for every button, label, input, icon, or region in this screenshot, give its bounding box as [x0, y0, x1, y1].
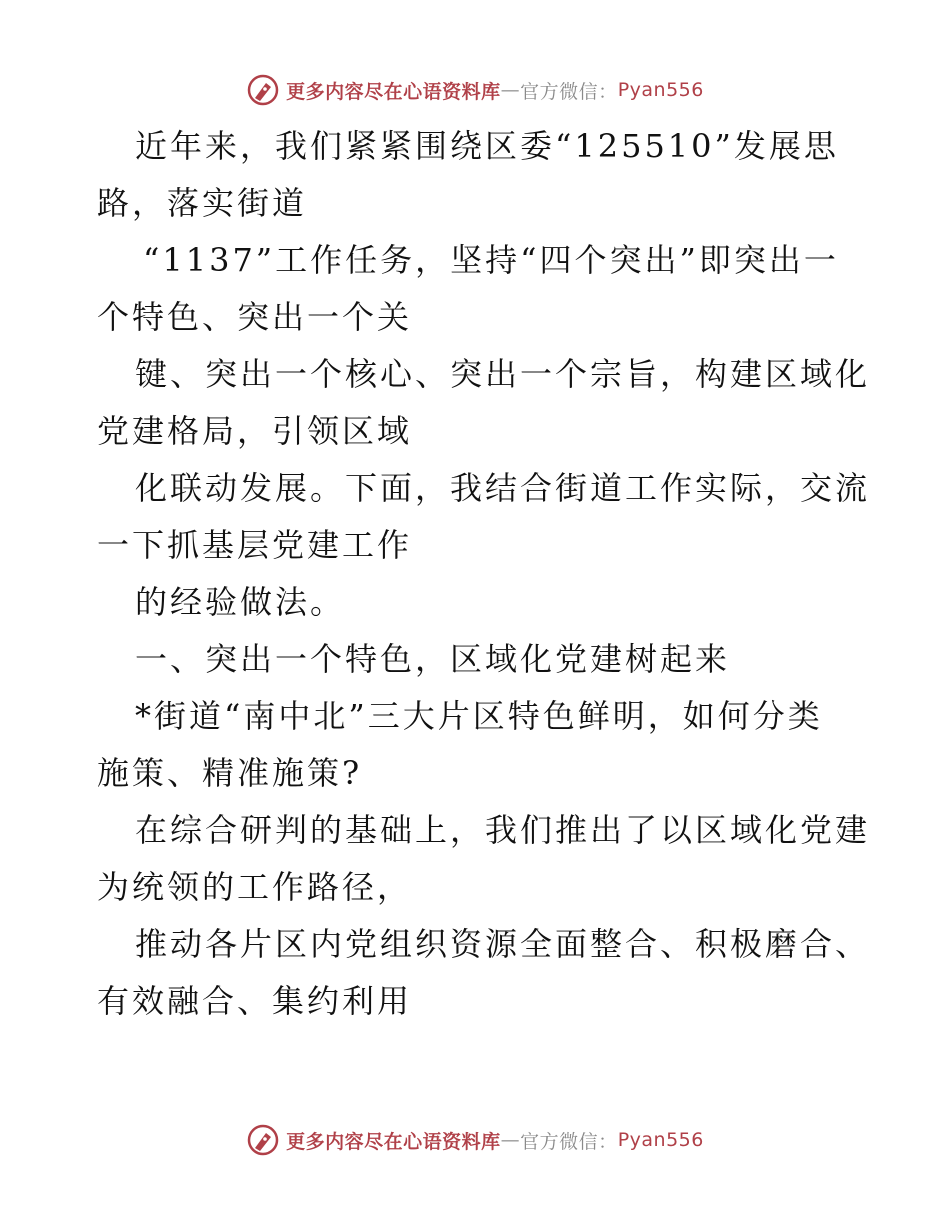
header-watermark-banner [0, 70, 950, 110]
text-line: 党建格局，引领区域 [97, 412, 413, 450]
text-line: 化联动发展。下面，我结合街道工作实际，交流 [135, 469, 871, 507]
text-line: 的经验做法。 [135, 583, 346, 621]
footer-watermark-banner [0, 1120, 950, 1160]
text-line: 有效融合、集约利用 [97, 982, 413, 1020]
banner-dash: — [500, 79, 521, 101]
text-line: 路，落实街道 [97, 184, 308, 222]
banner-wechat-label: 官方微信： [520, 80, 618, 103]
text-line: 键、突出一个核心、突出一个宗旨，构建区域化 [135, 355, 871, 393]
text-line: 推动各片区内党组织资源全面整合、积极磨合、 [135, 925, 871, 963]
document-body [97, 118, 871, 1030]
pen-nib-logo-icon [246, 73, 280, 107]
banner-wechat-id: Pyan556 [617, 79, 704, 101]
banner-wechat-label: 官方微信： [520, 1130, 618, 1153]
text-line: 近年来，我们紧紧围绕区委“125510”发展思 [135, 127, 839, 165]
text-line: *街道“南中北”三大片区特色鲜明，如何分类 [135, 697, 823, 735]
pen-nib-logo-icon [246, 1123, 280, 1157]
text-line: 为统领的工作路径， [97, 868, 413, 906]
text-line: 在综合研判的基础上，我们推出了以区域化党建 [135, 811, 871, 849]
text-line: 一下抓基层党建工作 [97, 526, 413, 564]
banner-wechat-id: Pyan556 [617, 1129, 704, 1151]
banner-dash: — [500, 1129, 521, 1151]
banner-site-name: 更多内容尽在心语资料库 [286, 80, 501, 103]
text-line: “1137”工作任务，坚持“四个突出”即突出一 [143, 241, 839, 279]
banner-site-name: 更多内容尽在心语资料库 [286, 1130, 501, 1153]
section-heading: 一、突出一个特色，区域化党建树起来 [135, 640, 731, 678]
text-line: 个特色、突出一个关 [97, 298, 413, 336]
text-line: 施策、精准施策? [97, 754, 363, 792]
